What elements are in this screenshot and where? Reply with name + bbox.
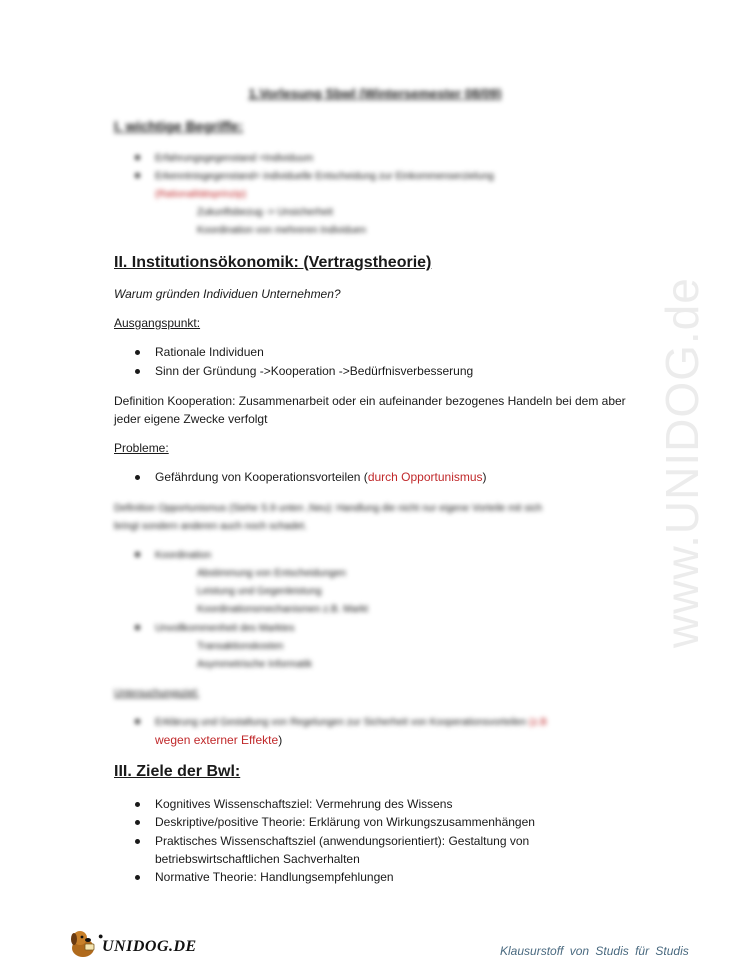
section1-subitem: Koordination von mehreren Individuen [197,225,366,236]
dog-icon [68,928,98,960]
problem-item-suffix: ) [482,470,487,484]
koordination-sub: Abstimmung von Entscheidungen [197,568,346,579]
bullet-icon [135,875,140,880]
koordination-sub: Koordinationsmechanismen z.B. Markt [197,604,369,615]
untersuchung-continuation [155,733,282,748]
section3-item: Kognitives Wissenschaftsziel: Vermehrung des Wissens [155,797,453,811]
section2-heading: II. Institutionsökonomik: (Vertragstheorie) [114,254,432,271]
section1-subitem: Zukunftsbezug -> Unsicherheit [197,207,333,218]
bullet-icon [135,839,140,844]
section3-item-cont: betriebswirtschaftlichen Sachverhalten [155,852,360,866]
section1-heading: I. wichtige Begriffe: [114,118,244,134]
markt-item: Unvollkommenheit des Marktes [155,623,295,634]
koordination-item: Koordination [155,550,212,561]
bullet-icon [135,173,140,178]
start-label: Ausgangspunkt: [114,316,201,330]
markt-sub: Asymmetrische Informatik [197,659,313,670]
section3-item: Normative Theorie: Handlungsempfehlungen [155,870,394,884]
section3-item: Praktisches Wissenschaftsziel (anwendungsorientiert): Gestaltung von [155,834,530,848]
bullet-icon [135,552,140,557]
untersuchung-red: (z.B [529,717,547,728]
markt-sub: Transaktionskosten [197,641,284,652]
page-title: 1.Vorlesung Sbwl (Wintersemester 08/09) [248,86,502,101]
koordination-sub: Leistung und Gegenleistung [197,586,322,597]
section1-item: Erkenntnisgegenstand= individuelle Entscheidung zur Einkommenserzielung [155,171,494,182]
bullet-icon [135,625,140,630]
problem-item-red: durch Opportunismus [367,470,483,484]
bullet-icon [135,155,140,160]
start-item: Sinn der Gründung ->Kooperation ->Bedürfnisverbesserung [155,364,474,378]
untersuchung-close: ) [278,733,283,747]
bullet-icon [135,719,140,724]
definition-line: Definition Kooperation: Zusammenarbeit oder ein aufeinander bezogenes Handeln bei dem aber [114,394,626,408]
section1-item: Erfahrungsgegenstand =Individuum [155,153,314,164]
problem-item-prefix: Gefährdung von Kooperationsvorteilen ( [155,470,368,484]
bullet-icon [135,475,140,480]
opportunism-line: Definition Opportunismus (Siehe S.9 unten ,Neu): Handlung die nicht nur eigene Vorteile mit sich [114,503,543,514]
problems-label: Probleme: [114,441,169,455]
start-item: Rationale Individuen [155,345,264,359]
section1-item-red: (Rationalitätsprinzip) [155,189,247,200]
definition-line: jeder eigene Zwecke verfolgt [114,412,268,426]
bullet-icon [135,820,140,825]
untersuchung-red-text: wegen externer Effekte [155,733,279,747]
untersuchung-item [155,715,547,730]
untersuchung-label: Untersuchungsziel: [114,688,200,699]
problem-item [155,470,487,485]
watermark-text: www.UNIDOG.de [656,277,708,648]
opportunism-line: bringt sondern anderen auch noch schadet. [114,521,307,532]
section3-item: Deskriptive/positive Theorie: Erklärung von Wirkungszusammenhängen [155,815,535,829]
paw-icon: ● [98,931,104,941]
section2-question: Warum gründen Individuen Unternehmen? [114,287,341,301]
logo-text: UNIDOG.DE [102,938,197,955]
bullet-icon [135,369,140,374]
bullet-icon [135,350,140,355]
footer-tagline: Klausurstoff von Studis für Studis [500,944,689,958]
bullet-icon [135,802,140,807]
section3-heading: III. Ziele der Bwl: [114,763,241,780]
untersuchung-text: Erklärung und Gestaltung von Regelungen zur Sicherheit von Kooperationsvorteilen [155,717,527,728]
